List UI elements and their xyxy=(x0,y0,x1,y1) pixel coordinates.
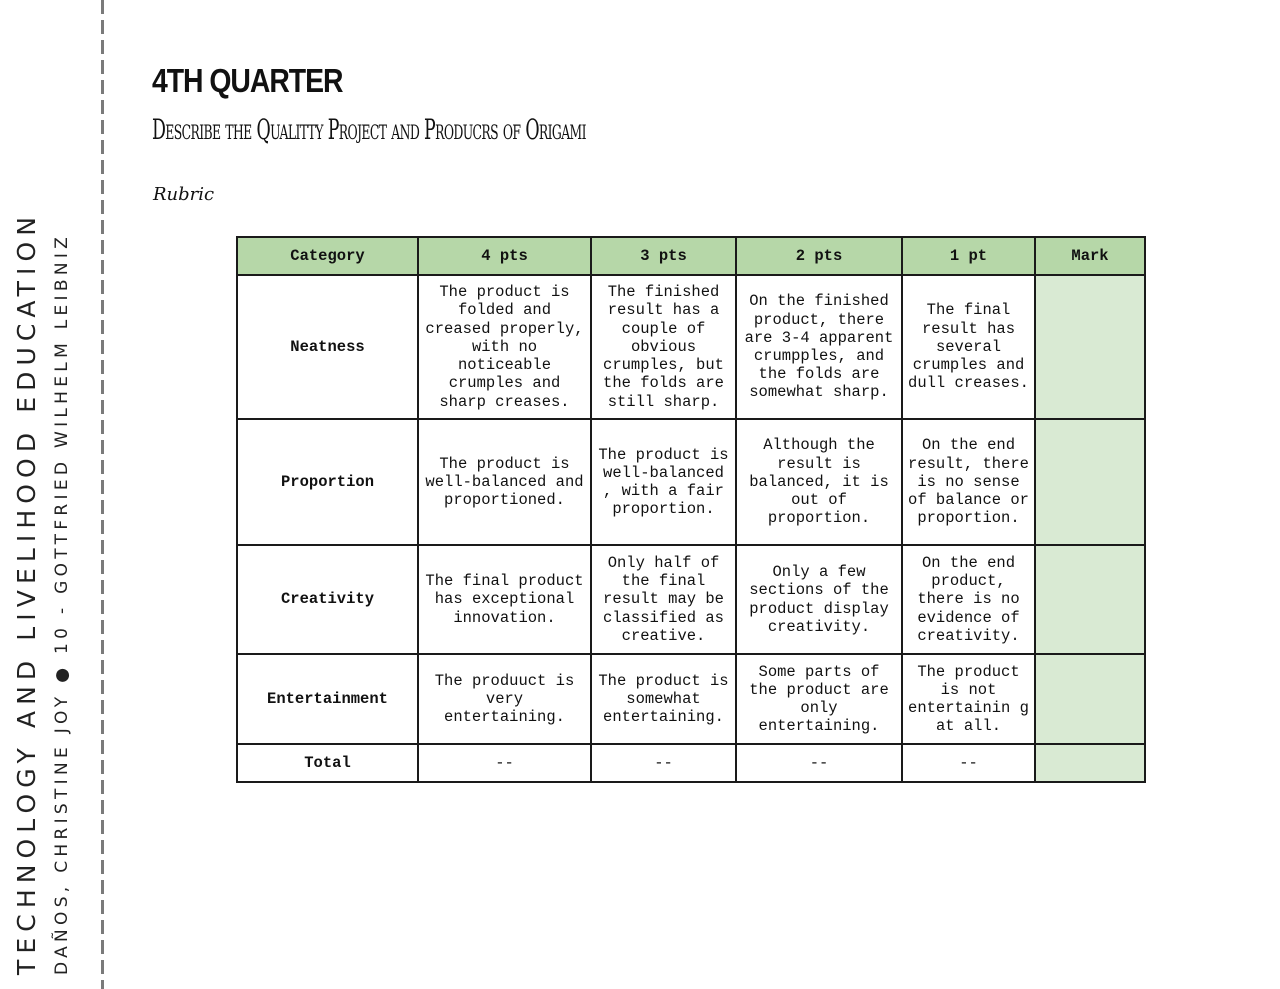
category-cell: Neatness xyxy=(237,275,418,419)
page-subtitle: Describe the Qualitty Project and Producrs of Origami xyxy=(152,113,586,146)
total-cell-2pts: -- xyxy=(736,744,902,782)
table-header-row xyxy=(237,237,1145,275)
criteria-cell-1pt: The final result has several crumples and dull creases. xyxy=(902,275,1035,419)
mark-cell[interactable] xyxy=(1035,654,1145,744)
criteria-cell-3pts: The product is well-balanced , with a fair proportion. xyxy=(591,419,736,545)
criteria-cell-1pt: The product is not entertainin g at all. xyxy=(902,654,1035,744)
sidebar-dashed-divider xyxy=(101,0,104,989)
criteria-cell-1pt: On the end result, there is no sense of balance or proportion. xyxy=(902,419,1035,545)
section-label: Rubric xyxy=(153,184,215,205)
criteria-cell-3pts: The product is somewhat entertaining. xyxy=(591,654,736,744)
total-cell-3pts: -- xyxy=(591,744,736,782)
criteria-cell-1pt: On the end product, there is no evidence of creativity. xyxy=(902,545,1035,654)
col-header-2pts: 2 pts xyxy=(736,237,902,275)
criteria-cell-2pts: Only a few sections of the product display creativity. xyxy=(736,545,902,654)
col-header-3pts: 3 pts xyxy=(591,237,736,275)
category-cell: Proportion xyxy=(237,419,418,545)
rubric-table xyxy=(236,236,1146,783)
criteria-cell-4pts: The product is well-balanced and proportioned. xyxy=(418,419,591,545)
category-cell: Creativity xyxy=(237,545,418,654)
total-cell-4pts: -- xyxy=(418,744,591,782)
page-title: 4TH QUARTER xyxy=(152,62,343,99)
total-mark-cell[interactable] xyxy=(1035,744,1145,782)
total-row xyxy=(237,744,1145,782)
table-row xyxy=(237,545,1145,654)
criteria-cell-4pts: The final product has exceptional innovation. xyxy=(418,545,591,654)
col-header-mark: Mark xyxy=(1035,237,1145,275)
table-row xyxy=(237,275,1145,419)
sidebar-subject-label: TECHNOLOGY AND LIVELIHOOD EDUCATION xyxy=(12,210,41,975)
col-header-1pt: 1 pt xyxy=(902,237,1035,275)
total-label: Total xyxy=(237,744,418,782)
mark-cell[interactable] xyxy=(1035,545,1145,654)
table-row xyxy=(237,419,1145,545)
criteria-cell-4pts: The product is folded and creased properly, with no noticeable crumples and sharp creases. xyxy=(418,275,591,419)
table-row xyxy=(237,654,1145,744)
mark-cell[interactable] xyxy=(1035,419,1145,545)
criteria-cell-4pts: The produuct is very entertaining. xyxy=(418,654,591,744)
col-header-4pts: 4 pts xyxy=(418,237,591,275)
criteria-cell-2pts: Although the result is balanced, it is out of proportion. xyxy=(736,419,902,545)
total-cell-1pt: -- xyxy=(902,744,1035,782)
criteria-cell-2pts: Some parts of the product are only entertaining. xyxy=(736,654,902,744)
criteria-cell-2pts: On the finished product, there are 3-4 apparent crumpples, and the folds are somewhat sharp. xyxy=(736,275,902,419)
col-header-category: Category xyxy=(237,237,418,275)
mark-cell[interactable] xyxy=(1035,275,1145,419)
criteria-cell-3pts: The finished result has a couple of obvious crumples, but the folds are still sharp. xyxy=(591,275,736,419)
criteria-cell-3pts: Only half of the final result may be classified as creative. xyxy=(591,545,736,654)
sidebar-student-label: DAÑOS, CHRISTINE JOY ● 10 - GOTTFRIED WILHELM LEIBNIZ xyxy=(52,232,72,975)
category-cell: Entertainment xyxy=(237,654,418,744)
